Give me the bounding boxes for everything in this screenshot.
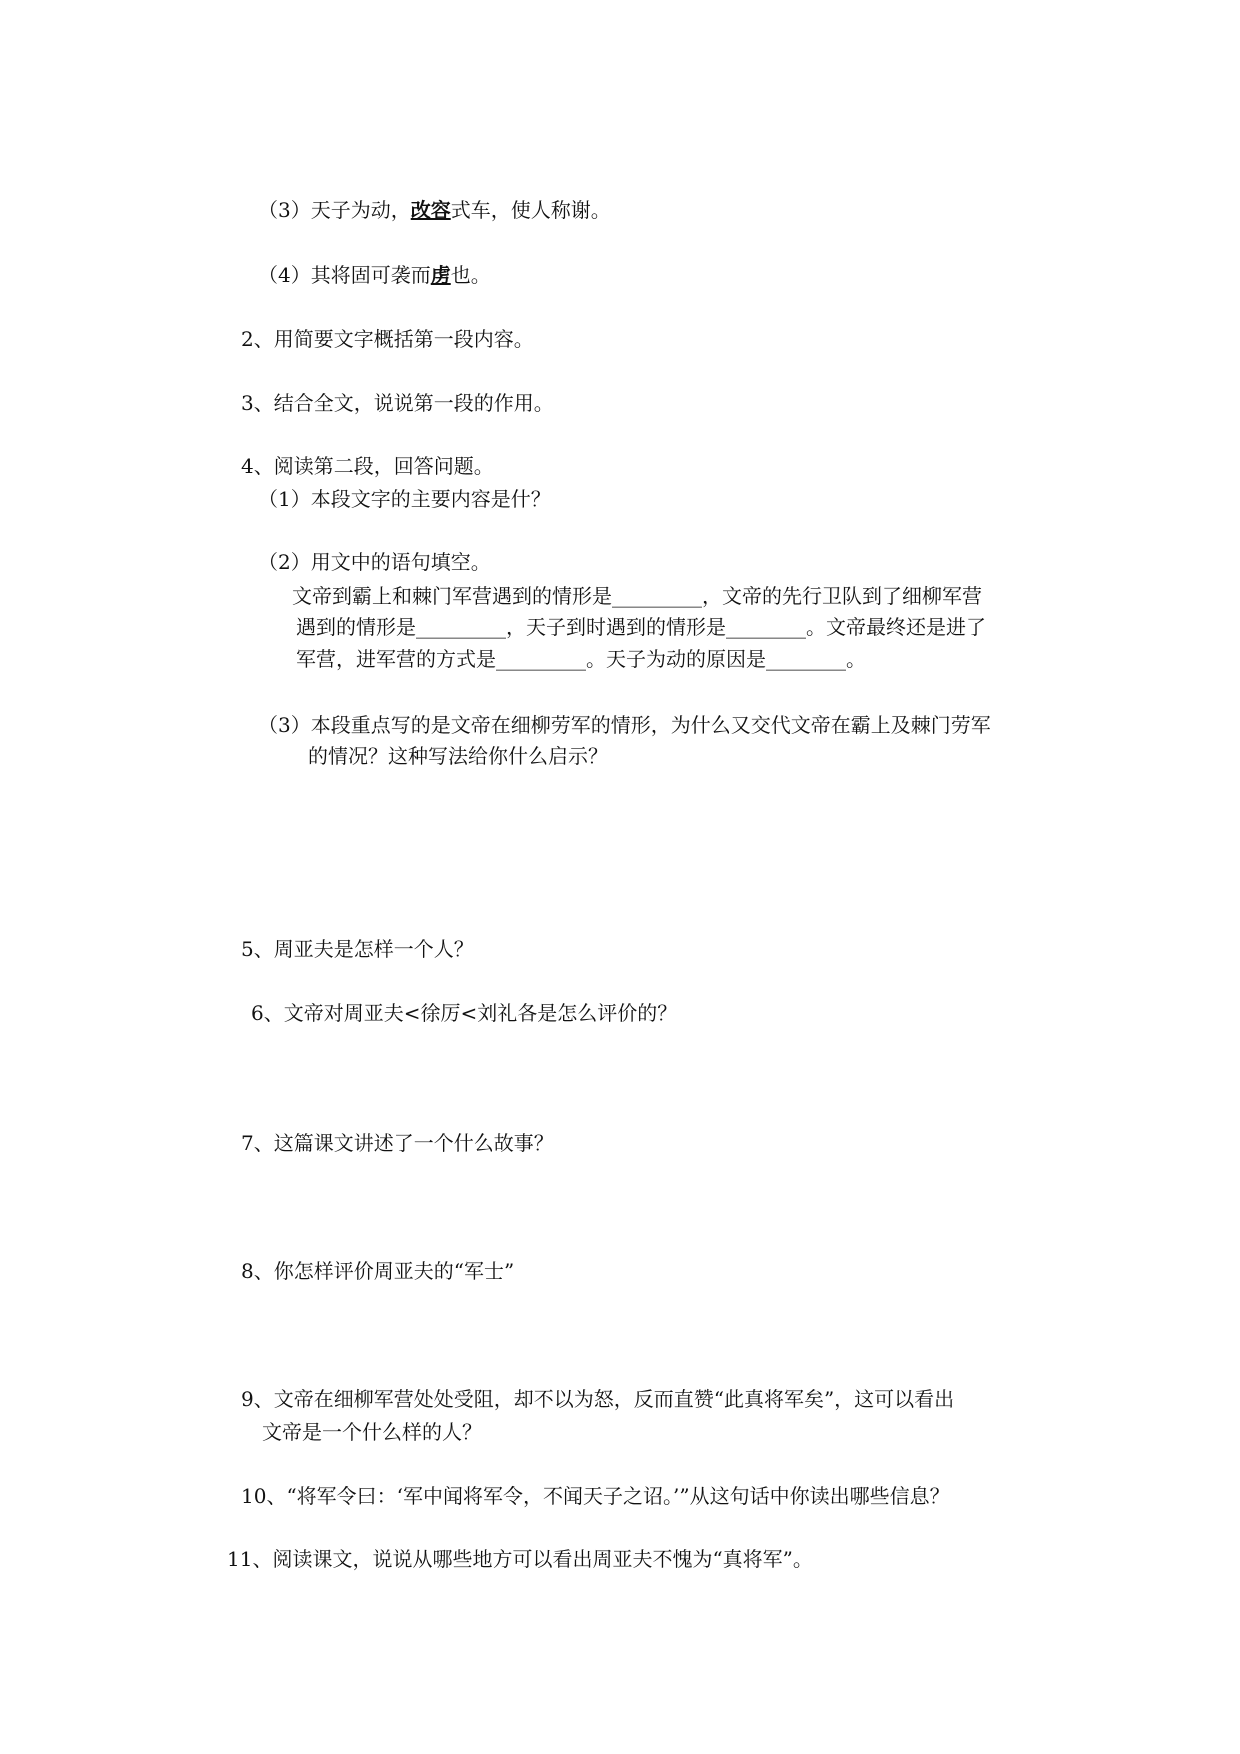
question-4-2-fill-line-3: 军营，进军营的方式是_________。天子为动的原因是________。 — [296, 647, 866, 671]
question-4-3-line-1: （3）本段重点写的是文帝在细柳劳军的情形，为什么又交代文帝在霸上及棘门劳军 — [258, 713, 991, 737]
question-9-line-2: 文帝是一个什么样的人？ — [262, 1420, 482, 1444]
question-3: 3、结合全文，说说第一段的作用。 — [241, 391, 554, 415]
sub-item-3-text-b: 式车，使人称谢。 — [450, 198, 611, 222]
sub-item-4-text-a: （4）其将固可袭而 — [258, 263, 431, 287]
question-10: 10、“将军令曰：‘军中闻将军令，不闻天子之诏。’”从这句话中你读出哪些信息？ — [241, 1484, 950, 1508]
question-11: 11、阅读课文，说说从哪些地方可以看出周亚夫不愧为“真将军”。 — [227, 1547, 813, 1571]
question-4-2-fill-line-2: 遇到的情形是_________，天子到时遇到的情形是________。文帝最终还是进了 — [296, 615, 986, 639]
question-4-2: （2）用文中的语句填空。 — [258, 550, 491, 574]
sub-item-4-text-b: 也。 — [450, 263, 491, 287]
question-7: 7、这篇课文讲述了一个什么故事？ — [241, 1131, 554, 1155]
sub-item-4-keyword: 虏 — [430, 263, 451, 287]
question-4: 4、阅读第二段，回答问题。 — [241, 454, 494, 478]
sub-item-4 — [258, 261, 491, 289]
sub-item-3-keyword: 改容 — [410, 198, 451, 222]
question-5: 5、周亚夫是怎样一个人？ — [241, 937, 474, 961]
sub-item-3 — [258, 196, 611, 224]
question-9-line-1: 9、文帝在细柳军营处处受阻，却不以为怒，反而直赞“此真将军矣”，这可以看出 — [241, 1387, 955, 1411]
question-8: 8、你怎样评价周亚夫的“军士” — [241, 1259, 515, 1283]
question-2: 2、用简要文字概括第一段内容。 — [241, 327, 534, 351]
sub-item-3-text-a: （3）天子为动， — [258, 198, 411, 222]
question-6: 6、文帝对周亚夫<徐厉<刘礼各是怎么评价的？ — [251, 1001, 678, 1025]
question-4-2-fill-line-1: 文帝到霸上和棘门军营遇到的情形是_________，文帝的先行卫队到了细柳军营 — [292, 584, 982, 608]
question-4-1: （1）本段文字的主要内容是什？ — [258, 487, 551, 511]
question-4-3-line-2: 的情况？这种写法给你什么启示？ — [308, 744, 608, 768]
